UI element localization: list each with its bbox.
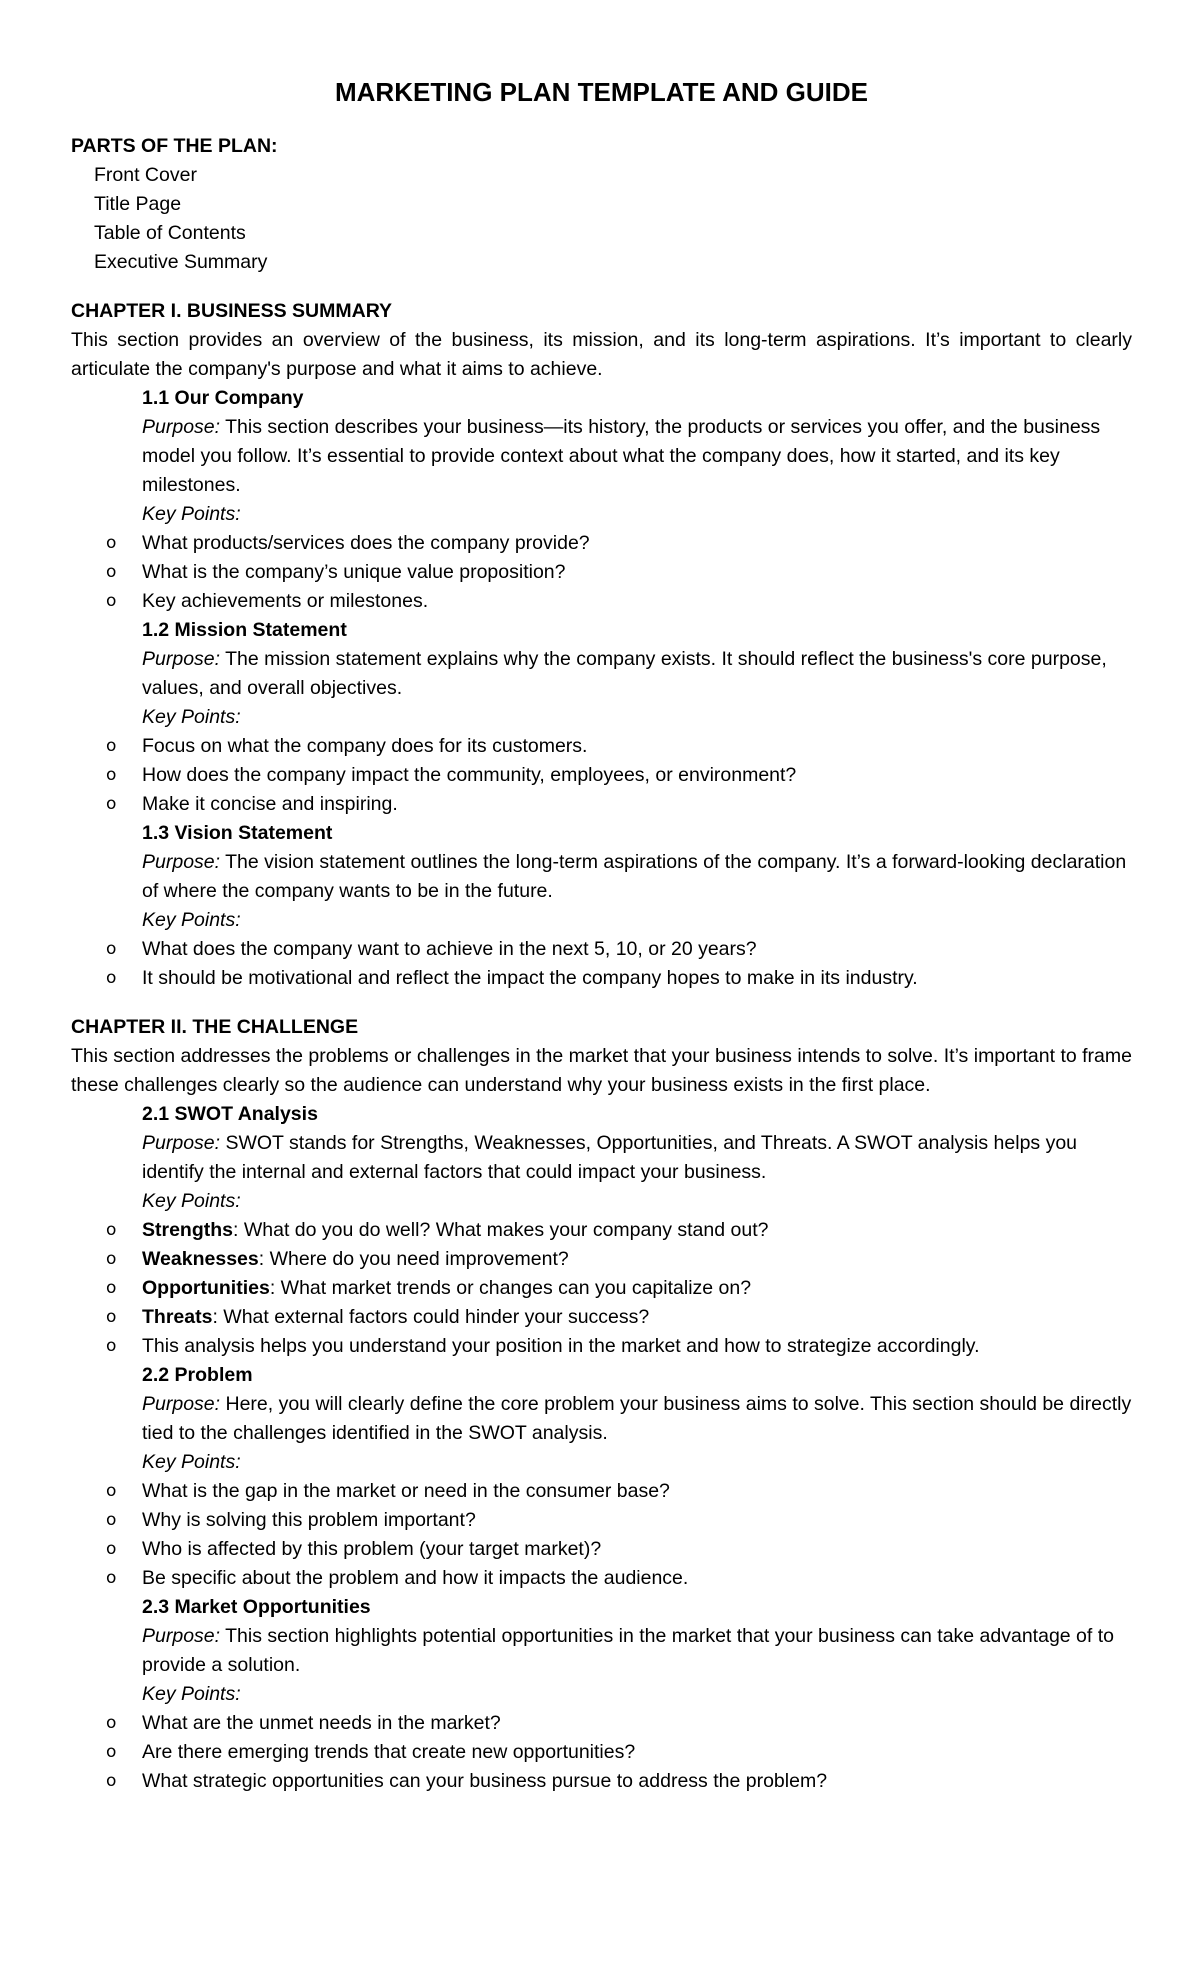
parts-heading: PARTS OF THE PLAN: xyxy=(71,135,278,157)
chapter-2-heading: CHAPTER II. THE CHALLENGE xyxy=(71,1016,359,1038)
purpose-text: The mission statement explains why the company exists. It should reflect the business's core purpose, values, and overall objectives. xyxy=(142,648,1107,699)
purpose-text: This section describes your business—its history, the products or services you offer, and the business model you follow. It’s essential to provide context about what the company does, how it started, and its key milestones. xyxy=(142,416,1101,496)
key-points-list xyxy=(71,935,1132,993)
purpose-paragraph xyxy=(142,1390,1132,1448)
purpose-paragraph xyxy=(142,413,1132,500)
bullet-icon: o xyxy=(106,1307,117,1327)
list-item xyxy=(71,1245,1132,1274)
chapter-2-intro: This section addresses the problems or challenges in the market that your business intends to solve. It’s important to frame these challenges clearly so the audience can understand why your business exists in the first place. xyxy=(71,1045,1132,1096)
parts-item: Title Page xyxy=(94,193,182,215)
section-1-3 xyxy=(142,819,1132,935)
list-item-text: What does the company want to achieve in the next 5, 10, or 20 years? xyxy=(142,938,757,960)
purpose-text: The vision statement outlines the long-term aspirations of the company. It’s a forward-looking declaration of where the company wants to be in the future. xyxy=(142,851,1127,902)
key-points-label: Key Points: xyxy=(142,1683,241,1705)
bullet-icon: o xyxy=(106,533,117,553)
key-points-list xyxy=(71,1216,1132,1361)
list-item-text: Focus on what the company does for its customers. xyxy=(142,735,588,757)
key-points-label: Key Points: xyxy=(142,1451,241,1473)
list-item xyxy=(71,1216,1132,1245)
list-item-text: Key achievements or milestones. xyxy=(142,590,429,612)
list-item xyxy=(71,1274,1132,1303)
bullet-icon: o xyxy=(106,1510,117,1530)
key-points-list xyxy=(71,732,1132,819)
section-1-1 xyxy=(142,384,1132,529)
list-item xyxy=(71,529,1132,558)
key-points-label: Key Points: xyxy=(142,1190,241,1212)
section-title: 1.3 Vision Statement xyxy=(142,822,333,844)
bullet-icon: o xyxy=(106,794,117,814)
section-1-2 xyxy=(142,616,1132,732)
parts-item: Executive Summary xyxy=(94,251,268,273)
document-page xyxy=(71,72,1132,1796)
purpose-label: Purpose: xyxy=(142,416,221,438)
list-item-text: : What external factors could hinder your success? xyxy=(212,1306,650,1328)
bullet-icon: o xyxy=(106,1249,117,1269)
list-item xyxy=(71,732,1132,761)
purpose-label: Purpose: xyxy=(142,1393,221,1415)
list-item xyxy=(71,1332,1132,1361)
list-item xyxy=(71,1535,1132,1564)
list-item xyxy=(71,587,1132,616)
bullet-icon: o xyxy=(106,1220,117,1240)
purpose-text: SWOT stands for Strengths, Weaknesses, Opportunities, and Threats. A SWOT analysis helps you identify the internal and external factors that could impact your business. xyxy=(142,1132,1078,1183)
section-2-1 xyxy=(142,1100,1132,1216)
spacer xyxy=(71,993,1132,1013)
list-item xyxy=(71,790,1132,819)
list-item xyxy=(71,761,1132,790)
bullet-icon: o xyxy=(106,591,117,611)
parts-item: Table of Contents xyxy=(94,222,246,244)
purpose-paragraph xyxy=(142,645,1132,703)
parts-list xyxy=(94,161,1132,277)
swot-term: Weaknesses xyxy=(142,1248,259,1270)
list-item-text: What are the unmet needs in the market? xyxy=(142,1712,501,1734)
list-item xyxy=(71,1477,1132,1506)
spacer xyxy=(71,277,1132,297)
list-item-text: What strategic opportunities can your business pursue to address the problem? xyxy=(142,1770,828,1792)
list-item-text: What products/services does the company provide? xyxy=(142,532,590,554)
section-2-3 xyxy=(142,1593,1132,1709)
list-item-text: Make it concise and inspiring. xyxy=(142,793,398,815)
purpose-text: Here, you will clearly define the core problem your business aims to solve. This section should be directly tied to the challenges identified in the SWOT analysis. xyxy=(142,1393,1132,1444)
section-title: 2.3 Market Opportunities xyxy=(142,1596,371,1618)
purpose-paragraph xyxy=(142,1129,1132,1187)
swot-term: Threats xyxy=(142,1306,213,1328)
purpose-label: Purpose: xyxy=(142,1132,221,1154)
section-title: 1.2 Mission Statement xyxy=(142,619,347,641)
bullet-icon: o xyxy=(106,1742,117,1762)
key-points-list xyxy=(71,1477,1132,1593)
chapter-1-intro: This section provides an overview of the business, its mission, and its long-term aspirations. It’s important to clearly articulate the company's purpose and what it aims to achieve. xyxy=(71,329,1132,380)
chapter-1-heading: CHAPTER I. BUSINESS SUMMARY xyxy=(71,300,393,322)
list-item-text: This analysis helps you understand your position in the market and how to strategize accordingly. xyxy=(142,1335,980,1357)
list-item xyxy=(71,558,1132,587)
key-points-label: Key Points: xyxy=(142,706,241,728)
list-item-text: : What market trends or changes can you capitalize on? xyxy=(269,1277,752,1299)
list-item xyxy=(71,1738,1132,1767)
bullet-icon: o xyxy=(106,968,117,988)
list-item xyxy=(71,1303,1132,1332)
purpose-text: This section highlights potential opportunities in the market that your business can take advantage of to provide a solution. xyxy=(142,1625,1114,1676)
list-item xyxy=(71,1564,1132,1593)
parts-item: Front Cover xyxy=(94,164,197,186)
key-points-list xyxy=(71,1709,1132,1796)
section-title: 2.1 SWOT Analysis xyxy=(142,1103,318,1125)
bullet-icon: o xyxy=(106,1278,117,1298)
list-item xyxy=(71,1767,1132,1796)
purpose-paragraph xyxy=(142,1622,1132,1680)
bullet-icon: o xyxy=(106,1336,117,1356)
document-title: MARKETING PLAN TEMPLATE AND GUIDE xyxy=(335,77,868,107)
list-item-text: Who is affected by this problem (your target market)? xyxy=(142,1538,602,1560)
list-item-text: Are there emerging trends that create new opportunities? xyxy=(142,1741,636,1763)
bullet-icon: o xyxy=(106,939,117,959)
list-item-text: How does the company impact the community, employees, or environment? xyxy=(142,764,797,786)
list-item-text: Why is solving this problem important? xyxy=(142,1509,476,1531)
key-points-list xyxy=(71,529,1132,616)
section-2-2 xyxy=(142,1361,1132,1477)
list-item-text: : What do you do well? What makes your company stand out? xyxy=(233,1219,769,1241)
swot-term: Strengths xyxy=(142,1219,234,1241)
list-item-text: What is the company’s unique value proposition? xyxy=(142,561,566,583)
key-points-label: Key Points: xyxy=(142,909,241,931)
list-item-text: Be specific about the problem and how it impacts the audience. xyxy=(142,1567,689,1589)
list-item xyxy=(71,1709,1132,1738)
bullet-icon: o xyxy=(106,562,117,582)
purpose-label: Purpose: xyxy=(142,1625,221,1647)
purpose-label: Purpose: xyxy=(142,648,221,670)
list-item-text: : Where do you need improvement? xyxy=(258,1248,569,1270)
bullet-icon: o xyxy=(106,1539,117,1559)
swot-term: Opportunities xyxy=(142,1277,270,1299)
bullet-icon: o xyxy=(106,1713,117,1733)
list-item xyxy=(71,1506,1132,1535)
bullet-icon: o xyxy=(106,1481,117,1501)
list-item-text: It should be motivational and reflect the impact the company hopes to make in its industry. xyxy=(142,967,918,989)
list-item xyxy=(71,964,1132,993)
key-points-label: Key Points: xyxy=(142,503,241,525)
purpose-paragraph xyxy=(142,848,1132,906)
bullet-icon: o xyxy=(106,765,117,785)
bullet-icon: o xyxy=(106,736,117,756)
bullet-icon: o xyxy=(106,1771,117,1791)
list-item-text: What is the gap in the market or need in the consumer base? xyxy=(142,1480,670,1502)
purpose-label: Purpose: xyxy=(142,851,221,873)
list-item xyxy=(71,935,1132,964)
bullet-icon: o xyxy=(106,1568,117,1588)
section-title: 2.2 Problem xyxy=(142,1364,253,1386)
section-title: 1.1 Our Company xyxy=(142,387,304,409)
